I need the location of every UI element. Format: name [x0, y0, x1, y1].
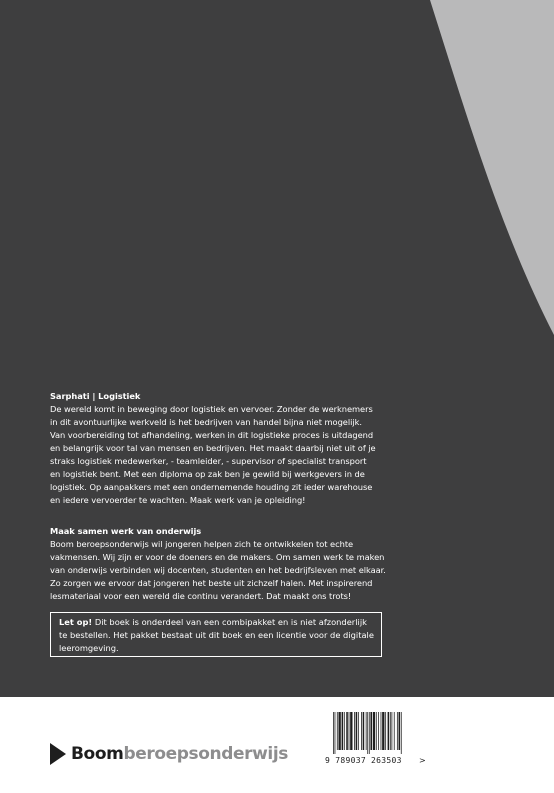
publisher-line: lesmateriaal voor een wereld die continu verandert. Dat maakt ons trots!	[50, 591, 352, 601]
barcode-bar	[370, 712, 372, 750]
publisher-line: vakmensen. Wij zijn er voor de doeners en de makers. Om samen werk te maken	[50, 552, 385, 562]
barcode-bar	[373, 712, 375, 750]
barcode-bar	[363, 712, 365, 750]
description-line: in dit avontuurlijke werkveld is het bedrijven van handel bijna niet mogelijk.	[50, 417, 362, 427]
barcode-bar	[390, 712, 391, 750]
logo-word-beroepsonderwijs: beroepsonderwijs	[123, 744, 288, 764]
barcode-bar	[401, 712, 402, 754]
description-line: en belangrijk voor tal van mensen en bedrijven. Het maakt daarbij niet uit of je	[50, 443, 376, 453]
notice-line-3: leeromgeving.	[59, 643, 119, 653]
boom-logo-mark-icon	[50, 743, 66, 765]
barcode-bars	[333, 712, 429, 754]
description-line: logistiek. Op aanpakkers met een ondernemende houding zit ieder warehouse	[50, 482, 373, 492]
description-line: straks logistiek medewerker, - teamleider, - supervisor of specialist transport	[50, 456, 367, 466]
barcode-bar	[346, 712, 348, 750]
publisher-heading: Maak samen werk van onderwijs	[50, 526, 202, 536]
barcode-bar	[358, 712, 359, 750]
barcode-bar	[399, 712, 401, 750]
notice-line-2: te bestellen. Het pakket bestaat uit dit boek en een licentie voor de digitale	[59, 630, 374, 640]
barcode-bar	[397, 712, 398, 750]
publisher-line: van onderwijs verbinden wij docenten, studenten en het bedrijfsleven met elkaar.	[50, 565, 386, 575]
barcode-bar	[382, 712, 384, 750]
book-title: Sarphati | Logistiek	[50, 391, 141, 401]
publisher-line: Zo zorgen we ervoor dat jongeren het beste uit zichzelf halen. Met inspirerend	[50, 578, 373, 588]
barcode-bar	[376, 712, 377, 750]
barcode-bar	[388, 712, 390, 750]
barcode-bar	[392, 712, 393, 750]
isbn-number: 9 789037 263503	[325, 756, 402, 765]
barcode-bar	[350, 712, 352, 750]
publisher-logo	[50, 742, 288, 766]
barcode-bar	[394, 712, 395, 750]
notice-lead: Let op!	[59, 617, 93, 627]
barcode-bar	[335, 712, 336, 754]
barcode-bar	[337, 712, 338, 750]
barcode-bar	[369, 712, 370, 754]
notice-line-1-text: Dit boek is onderdeel van een combipakket en is niet afzonderlijk	[92, 617, 367, 627]
barcode-bar	[381, 712, 382, 750]
book-description	[50, 390, 390, 507]
description-line: Van voorbereiding tot afhandeling, werken in dit logistieke proces is uitdagend	[50, 430, 374, 440]
barcode-bar	[361, 712, 362, 750]
publisher-description	[50, 525, 390, 603]
barcode-bar	[356, 712, 358, 750]
notice-line	[59, 616, 373, 629]
isbn-barcode	[325, 712, 435, 768]
publisher-line: Boom beroepsonderwijs wil jongeren helpen zich te ontwikkelen tot echte	[50, 539, 354, 549]
barcode-bar	[378, 712, 379, 750]
description-line: De wereld komt in beweging door logistiek en vervoer. Zonder de werknemers	[50, 404, 373, 414]
barcode-bar	[367, 712, 368, 754]
barcode-bar	[354, 712, 355, 750]
description-line: en logistiek bent. Met een diploma op zak ben je gewild bij werkgevers in de	[50, 469, 365, 479]
description-line: en iedere vervoerder te wachten. Maak werk van je opleiding!	[50, 495, 306, 505]
barcode-bar	[349, 712, 350, 750]
barcode-bar	[338, 712, 340, 750]
barcode-bar	[344, 712, 345, 750]
barcode-bar	[342, 712, 344, 750]
combipakket-notice-box	[50, 612, 382, 657]
logo-word-boom: Boom	[71, 744, 124, 764]
isbn-quiet-zone-mark: >	[419, 756, 426, 765]
barcode-bar	[366, 712, 367, 750]
barcode-bar	[385, 712, 386, 750]
barcode-bar	[333, 712, 334, 754]
